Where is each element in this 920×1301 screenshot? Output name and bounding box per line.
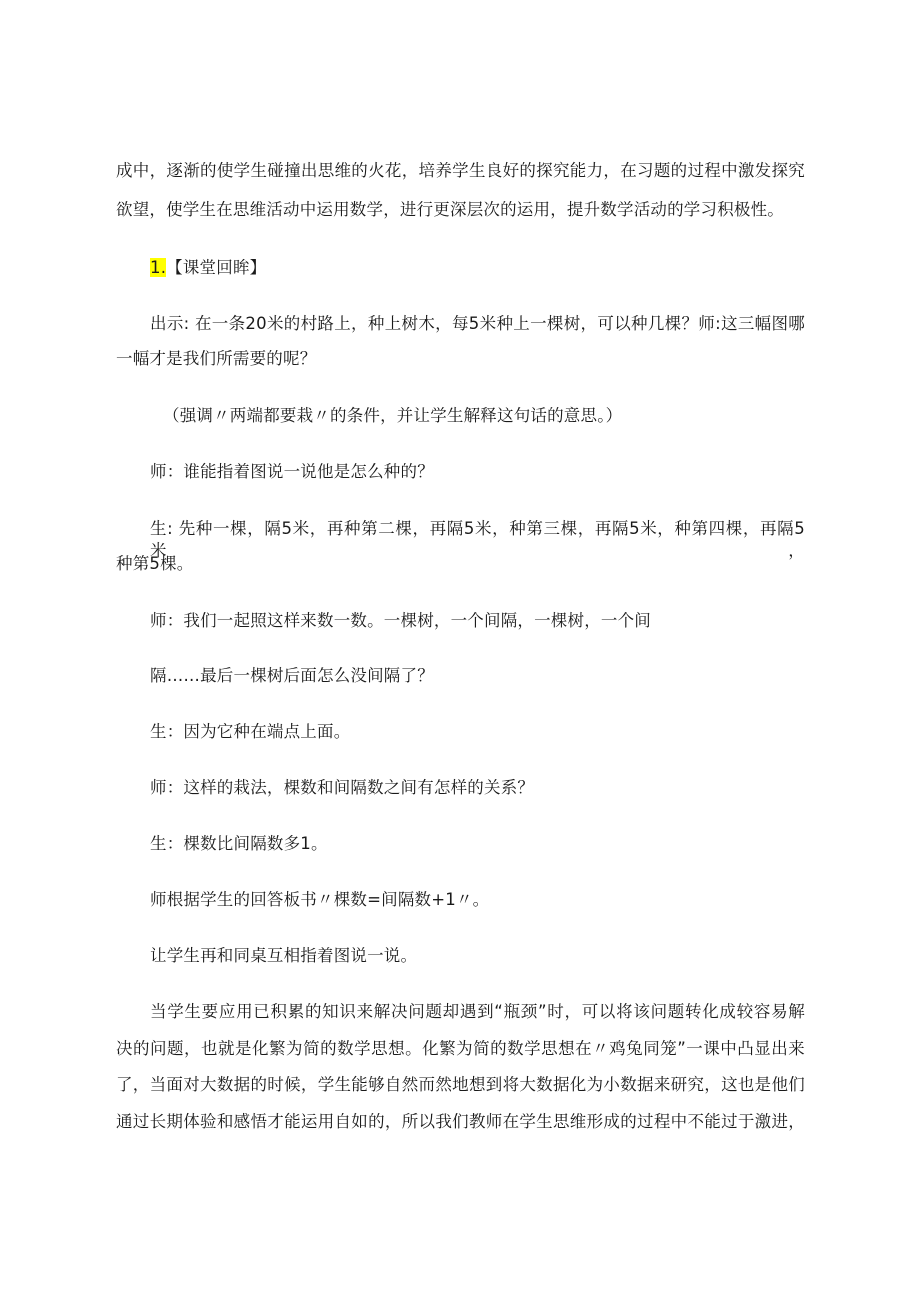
section-number: 1. xyxy=(150,258,167,277)
pair-activity: 让学生再和同桌互相指着图说一说。 xyxy=(150,946,418,965)
show-line-2: 一幅才是我们所需要的呢？ xyxy=(116,349,317,368)
intro-line-2: 欲望，使学生在思维活动中运用数学，进行更深层次的运用，提升数学活动的学习积极性。 xyxy=(116,200,784,219)
student-answer-1-line-2: 种第5棵。 xyxy=(116,554,194,573)
teacher-question-3: 师：这样的栽法，棵数和间隔数之间有怎样的关系？ xyxy=(150,778,535,797)
board-writing: 师根据学生的回答板书〃棵数=间隔数+1〃。 xyxy=(150,890,490,909)
closing-line-2: 决的问题，也就是化繁为简的数学思想。化繁为简的数学思想在〃鸡兔同笼”一课中凸显出来 xyxy=(116,1039,805,1058)
closing-line-3: 了，当面对大数据的时候，学生能够自然而然地想到将大数据化为小数据来研究，这也是他们 xyxy=(116,1075,805,1094)
teacher-question-1: 师：谁能指着图说一说他是怎么种的？ xyxy=(150,462,434,481)
emphasis-note: （强调〃两端都要栽〃的条件，并让学生解释这句话的意思。） xyxy=(163,406,623,425)
section-heading xyxy=(150,257,266,279)
show-line-1: 出示: 在一条20米的村路上，种上树木，每5米种上一棵树，可以种几棵？师:这三幅图哪 xyxy=(150,314,805,333)
closing-line-1: 当学生要应用已积累的知识来解决问题却遇到“瓶颈”时，可以将该问题转化成较容易解 xyxy=(150,1002,805,1021)
teacher-question-2-line-1: 师：我们一起照这样来数一数。一棵树，一个间隔，一棵树，一个间 xyxy=(150,611,651,630)
teacher-question-2-line-2: 隔……最后一棵树后面怎么没间隔了？ xyxy=(150,666,434,685)
closing-line-4: 通过长期体验和感悟才能运用自如的，所以我们教师在学生思维形成的过程中不能过于激进， xyxy=(116,1112,805,1131)
student-answer-3: 生：棵数比间隔数多1。 xyxy=(150,834,328,853)
student-answer-2: 生：因为它种在端点上面。 xyxy=(150,722,351,741)
intro-line-1: 成中，逐渐的使学生碰撞出思维的火花，培养学生良好的探究能力，在习题的过程中激发探究 xyxy=(116,161,805,180)
student-answer-1-line-1: 生: 先种一棵，隔5米，再种第二棵，再隔5米，种第三棵，再隔5米，种第四棵，再隔5米， xyxy=(150,519,805,560)
section-title: 【课堂回眸】 xyxy=(166,258,267,277)
